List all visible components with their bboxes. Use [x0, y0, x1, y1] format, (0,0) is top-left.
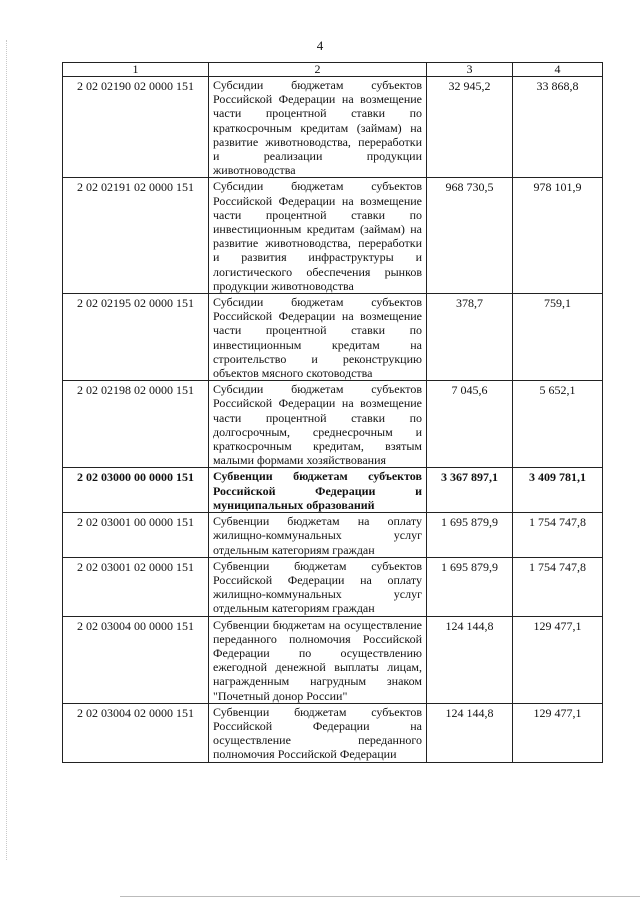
budget-code-cell: 2 02 03004 00 0000 151: [63, 616, 209, 703]
description-cell: Субсидии бюджетам субъектов Российской Федерации на возмещение части процентной ставки по инвестиционным кредитам на строительство и реконструкцию объектов мясного скотоводства: [209, 294, 427, 381]
table-row: [63, 178, 603, 294]
description-cell: Субсидии бюджетам субъектов Российской Федерации на возмещение части процентной ставки по долгосрочным, среднесрочным и краткосрочным кредитам, взятым малыми формами хозяйствования: [209, 381, 427, 468]
table-row: [63, 703, 603, 762]
description-cell: Субвенции бюджетам на оплату жилищно-коммунальных услуг отдельным категориям граждан: [209, 513, 427, 558]
table-header-row: [63, 63, 603, 77]
header-col-1: 1: [63, 63, 209, 77]
budget-code-cell: 2 02 02190 02 0000 151: [63, 77, 209, 178]
description-cell: Субсидии бюджетам субъектов Российской Федерации на возмещение части процентной ставки по краткосрочным кредитам (займам) на развитие животноводства, переработки и реализации продукции животноводства: [209, 77, 427, 178]
table-row: [63, 77, 603, 178]
page-number: 4: [316, 38, 324, 53]
description-cell: Субвенции бюджетам на осуществление переданного полномочия Российской Федерации по осуществлению ежегодной денежной выплаты лицам, награжденным нагрудным знаком "Почетный донор России": [209, 616, 427, 703]
table-row: [63, 616, 603, 703]
table-row: [63, 294, 603, 381]
description-cell: Субвенции бюджетам субъектов Российской Федерации на оплату жилищно-коммунальных услуг отдельным категориям граждан: [209, 557, 427, 616]
value-col4-cell: 3 409 781,1: [513, 468, 603, 513]
budget-code-cell: 2 02 03000 00 0000 151: [63, 468, 209, 513]
value-col4-cell: 978 101,9: [513, 178, 603, 294]
value-col4-cell: 5 652,1: [513, 381, 603, 468]
budget-code-cell: 2 02 02195 02 0000 151: [63, 294, 209, 381]
budget-code-cell: 2 02 03004 02 0000 151: [63, 703, 209, 762]
value-col4-cell: 1 754 747,8: [513, 513, 603, 558]
value-col4-cell: 129 477,1: [513, 703, 603, 762]
header-col-2: 2: [209, 63, 427, 77]
description-cell: Субвенции бюджетам субъектов Российской Федерации на осуществление переданного полномочия Российской Федерации: [209, 703, 427, 762]
value-col4-cell: 1 754 747,8: [513, 557, 603, 616]
value-col3-cell: 1 695 879,9: [427, 557, 513, 616]
value-col3-cell: 968 730,5: [427, 178, 513, 294]
value-col4-cell: 33 868,8: [513, 77, 603, 178]
scan-margin-marks: [6, 40, 15, 860]
value-col4-cell: 129 477,1: [513, 616, 603, 703]
header-col-4: 4: [513, 63, 603, 77]
table-row-total: [63, 468, 603, 513]
table-row: [63, 513, 603, 558]
value-col3-cell: 1 695 879,9: [427, 513, 513, 558]
description-cell: Субсидии бюджетам субъектов Российской Федерации на возмещение части процентной ставки по инвестиционным кредитам (займам) на развитие животноводства, переработки и развития инфраструктуры и логистического обеспечения рынков продукции животноводства: [209, 178, 427, 294]
table-row: [63, 381, 603, 468]
header-col-3: 3: [427, 63, 513, 77]
value-col3-cell: 124 144,8: [427, 616, 513, 703]
value-col3-cell: 7 045,6: [427, 381, 513, 468]
value-col3-cell: 378,7: [427, 294, 513, 381]
budget-code-cell: 2 02 02191 02 0000 151: [63, 178, 209, 294]
value-col3-cell: 3 367 897,1: [427, 468, 513, 513]
budget-code-cell: 2 02 03001 00 0000 151: [63, 513, 209, 558]
budget-code-cell: 2 02 02198 02 0000 151: [63, 381, 209, 468]
table-row: [63, 557, 603, 616]
description-cell: Субвенции бюджетам субъектов Российской Федерации и муниципальных образований: [209, 468, 427, 513]
value-col3-cell: 124 144,8: [427, 703, 513, 762]
value-col3-cell: 32 945,2: [427, 77, 513, 178]
scan-edge-line: [120, 896, 640, 897]
budget-revenue-table: [62, 62, 603, 763]
value-col4-cell: 759,1: [513, 294, 603, 381]
budget-code-cell: 2 02 03001 02 0000 151: [63, 557, 209, 616]
